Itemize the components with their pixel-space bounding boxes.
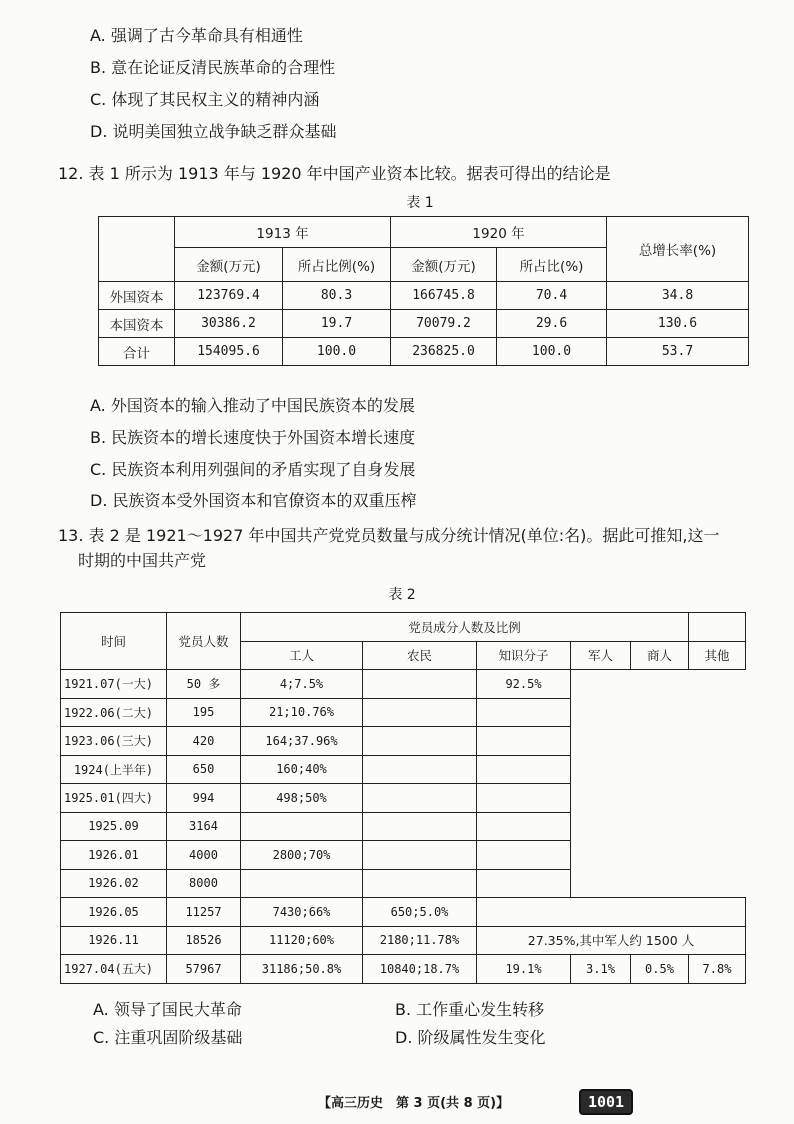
table2-intel-cell: 92.5% bbox=[477, 670, 571, 699]
table2-intel-cell bbox=[477, 812, 571, 841]
q11-option-a[interactable]: A. 强调了古今革命具有相通性 bbox=[90, 26, 303, 45]
table1-cell: 166745.8 bbox=[391, 282, 497, 310]
table2-time-cell: 1925.09 bbox=[61, 812, 167, 841]
table2-merged-note: 27.35%,其中军人约 1500 人 bbox=[477, 926, 746, 955]
table2-members-cell: 3164 bbox=[167, 812, 241, 841]
table2-sub-header: 工人 bbox=[241, 641, 363, 670]
table1 bbox=[98, 216, 749, 366]
q12-option-a[interactable]: A. 外国资本的输入推动了中国民族资本的发展 bbox=[90, 396, 415, 415]
table2-farmer-cell: 2180;11.78% bbox=[363, 926, 477, 955]
table2-intel-cell bbox=[477, 698, 571, 727]
table2-time-cell: 1921.07(一大) bbox=[61, 670, 167, 699]
table2-members-cell: 8000 bbox=[167, 869, 241, 898]
table1-cell: 100.0 bbox=[497, 338, 607, 366]
table2-time-cell: 1926.11 bbox=[61, 926, 167, 955]
table1-cell: 236825.0 bbox=[391, 338, 497, 366]
table1-cell: 19.7 bbox=[283, 310, 391, 338]
table1-cell: 34.8 bbox=[607, 282, 749, 310]
table2-members-cell: 11257 bbox=[167, 898, 241, 927]
table2-time-cell: 1924(上半年) bbox=[61, 755, 167, 784]
table2-sub-header: 商人 bbox=[631, 641, 689, 670]
table2 bbox=[60, 612, 746, 984]
table2-members-cell: 650 bbox=[167, 755, 241, 784]
page-code-stamp: 1001 bbox=[579, 1089, 633, 1115]
q12-option-b[interactable]: B. 民族资本的增长速度快于外国资本增长速度 bbox=[90, 428, 416, 447]
table2-intel-cell bbox=[477, 755, 571, 784]
table2-group-header: 党员成分人数及比例 bbox=[241, 613, 689, 642]
table2-intel-cell: 19.1% bbox=[477, 955, 571, 984]
table2-farmer-cell bbox=[363, 755, 477, 784]
table2-empty-cell bbox=[689, 613, 746, 642]
table1-year1-header: 1913 年 bbox=[175, 217, 391, 248]
table1-caption: 表 1 bbox=[406, 195, 434, 211]
page-footer: 【高三历史 第 3 页(共 8 页)】 bbox=[318, 1096, 510, 1111]
table2-worker-cell: 2800;70% bbox=[241, 841, 363, 870]
table1-cell: 154095.6 bbox=[175, 338, 283, 366]
table2-time-cell: 1925.01(四大) bbox=[61, 784, 167, 813]
table2-time-cell: 1926.01 bbox=[61, 841, 167, 870]
table2-intel-cell bbox=[477, 784, 571, 813]
table2-worker-cell: 7430;66% bbox=[241, 898, 363, 927]
table1-row-label: 合计 bbox=[99, 338, 175, 366]
table2-farmer-cell bbox=[363, 812, 477, 841]
table2-time-cell: 1922.06(二大) bbox=[61, 698, 167, 727]
table2-farmer-cell: 10840;18.7% bbox=[363, 955, 477, 984]
table1-cell: 100.0 bbox=[283, 338, 391, 366]
q13-option-b[interactable]: B. 工作重心发生转移 bbox=[395, 1000, 545, 1019]
table1-row-label: 本国资本 bbox=[99, 310, 175, 338]
table2-worker-cell: 21;10.76% bbox=[241, 698, 363, 727]
table2-sub-header: 军人 bbox=[571, 641, 631, 670]
table2-merchant-cell: 0.5% bbox=[631, 955, 689, 984]
table1-cell: 70079.2 bbox=[391, 310, 497, 338]
table2-members-cell: 57967 bbox=[167, 955, 241, 984]
table1-corner-cell bbox=[99, 217, 175, 282]
table2-worker-cell: 4;7.5% bbox=[241, 670, 363, 699]
q12-option-c[interactable]: C. 民族资本利用列强间的矛盾实现了自身发展 bbox=[90, 460, 416, 479]
q12-option-d[interactable]: D. 民族资本受外国资本和官僚资本的双重压榨 bbox=[90, 491, 417, 510]
table2-blank-merged bbox=[477, 898, 746, 927]
table2-intel-cell bbox=[477, 841, 571, 870]
table2-worker-cell bbox=[241, 869, 363, 898]
table1-amount-header: 金额(万元) bbox=[391, 248, 497, 282]
q12-stem: 12. 表 1 所示为 1913 年与 1920 年中国产业资本比较。据表可得出的结论是 bbox=[58, 164, 611, 183]
q13-option-d[interactable]: D. 阶级属性发生变化 bbox=[395, 1028, 546, 1047]
table2-farmer-cell bbox=[363, 698, 477, 727]
table2-worker-cell: 11120;60% bbox=[241, 926, 363, 955]
table1-cell: 80.3 bbox=[283, 282, 391, 310]
table2-members-cell: 4000 bbox=[167, 841, 241, 870]
table2-sub-header: 其他 bbox=[689, 641, 746, 670]
table2-worker-cell bbox=[241, 812, 363, 841]
table2-farmer-cell bbox=[363, 727, 477, 756]
table2-farmer-cell bbox=[363, 784, 477, 813]
table2-time-cell: 1927.04(五大) bbox=[61, 955, 167, 984]
table2-time-header: 时间 bbox=[61, 613, 167, 670]
table2-worker-cell: 164;37.96% bbox=[241, 727, 363, 756]
table2-members-cell: 994 bbox=[167, 784, 241, 813]
table2-worker-cell: 498;50% bbox=[241, 784, 363, 813]
q13-option-a[interactable]: A. 领导了国民大革命 bbox=[93, 1000, 242, 1019]
table1-cell: 53.7 bbox=[607, 338, 749, 366]
table1-cell: 30386.2 bbox=[175, 310, 283, 338]
table1-cell: 130.6 bbox=[607, 310, 749, 338]
table1-cell: 29.6 bbox=[497, 310, 607, 338]
table2-farmer-cell bbox=[363, 841, 477, 870]
q13-option-c[interactable]: C. 注重巩固阶级基础 bbox=[93, 1028, 243, 1047]
table2-intel-cell bbox=[477, 727, 571, 756]
table1-amount-header: 金额(万元) bbox=[175, 248, 283, 282]
table2-blank-area bbox=[571, 670, 746, 898]
table1-cell: 70.4 bbox=[497, 282, 607, 310]
table2-other-cell: 7.8% bbox=[689, 955, 746, 984]
table1-share-header: 所占比(%) bbox=[497, 248, 607, 282]
q11-option-c[interactable]: C. 体现了其民权主义的精神内涵 bbox=[90, 90, 320, 109]
table1-growth-header: 总增长率(%) bbox=[607, 217, 749, 282]
table2-members-header: 党员人数 bbox=[167, 613, 241, 670]
q13-stem-line1: 13. 表 2 是 1921～1927 年中国共产党党员数量与成分统计情况(单位:名)。据此可推知,这一 bbox=[58, 526, 720, 545]
q11-option-b[interactable]: B. 意在论证反清民族革命的合理性 bbox=[90, 58, 336, 77]
q13-stem-line2: 时期的中国共产党 bbox=[78, 551, 207, 570]
table2-members-cell: 195 bbox=[167, 698, 241, 727]
table2-members-cell: 50 多 bbox=[167, 670, 241, 699]
table2-caption: 表 2 bbox=[388, 587, 416, 603]
table2-farmer-cell bbox=[363, 869, 477, 898]
table2-time-cell: 1923.06(三大) bbox=[61, 727, 167, 756]
q11-option-d[interactable]: D. 说明美国独立战争缺乏群众基础 bbox=[90, 122, 337, 141]
table1-share-header: 所占比例(%) bbox=[283, 248, 391, 282]
table2-worker-cell: 31186;50.8% bbox=[241, 955, 363, 984]
table1-year2-header: 1920 年 bbox=[391, 217, 607, 248]
table2-time-cell: 1926.02 bbox=[61, 869, 167, 898]
table2-members-cell: 18526 bbox=[167, 926, 241, 955]
table2-worker-cell: 160;40% bbox=[241, 755, 363, 784]
table1-cell: 123769.4 bbox=[175, 282, 283, 310]
table2-sub-header: 知识分子 bbox=[477, 641, 571, 670]
table2-army-cell: 3.1% bbox=[571, 955, 631, 984]
table2-farmer-cell: 650;5.0% bbox=[363, 898, 477, 927]
table2-members-cell: 420 bbox=[167, 727, 241, 756]
table2-farmer-cell bbox=[363, 670, 477, 699]
table2-time-cell: 1926.05 bbox=[61, 898, 167, 927]
table2-sub-header: 农民 bbox=[363, 641, 477, 670]
table1-row-label: 外国资本 bbox=[99, 282, 175, 310]
table2-intel-cell bbox=[477, 869, 571, 898]
